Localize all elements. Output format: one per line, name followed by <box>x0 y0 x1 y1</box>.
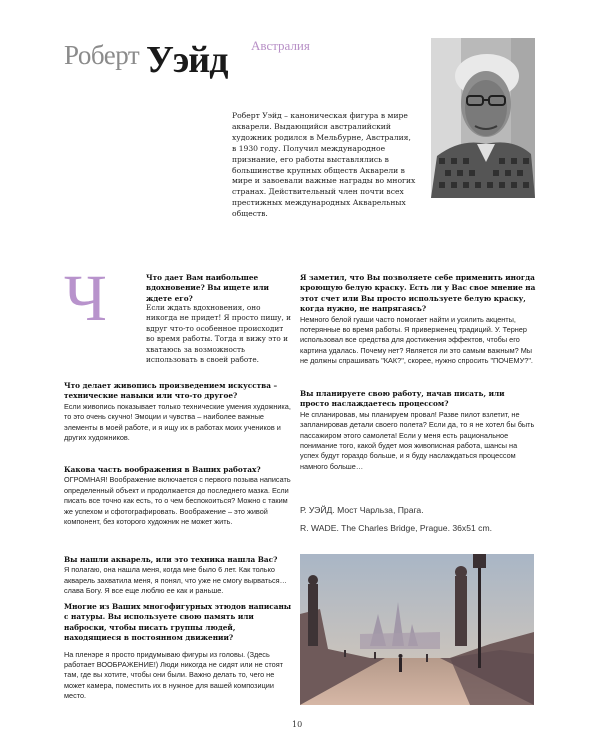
charles-bridge-painting <box>300 554 534 705</box>
artist-country: Австралия <box>251 38 310 53</box>
qa-block-6 <box>300 273 536 367</box>
question-7: Вы планируете свою работу, начав писать, или просто наслаждаетесь процессом? <box>300 389 505 409</box>
question-3: Какова часть воображения в Ваших работах? <box>64 465 261 474</box>
qa-block-4 <box>64 555 292 597</box>
question-1: Что дает Вам наибольшее вдохновение? Вы ищете или ждете его? <box>146 273 269 303</box>
answer-6: Немного белой гуаши часто помогает найти и усилить акценты, потерянные во время работы. Я приверженец традиций. У. Тернер использовал все средства для достижения эффектов, чтобы его картина удалась. Почему нет? Является ли это самым важным? Мы не должны спрашивать "КАК?", скорее, нужно спросить "ПОЧЕМУ?". <box>300 314 533 366</box>
qa-block-2 <box>64 381 292 443</box>
answer-1: Если ждать вдохновения, оно никогда не придет! Я просто пишу, и вдруг что-то особенное происходит во время работы. Тогда я вижу это и хватаюсь за возможность использовать в своей работе. <box>146 303 291 365</box>
artist-bio: Роберт Уэйд – каноническая фигура в мире акварели. Выдающийся австралийский художник родился в Мельбурне, Австралия, в 1930 году. Получил международное признание, его работы выставлялись в большинстве крупных обществ Акварели в мире и завоевали важные награды во многих странах. Действительный член почти всех престижных международных Акварельных обществ. <box>232 111 416 219</box>
qa-block-1 <box>146 273 292 304</box>
question-6: Я заметил, что Вы позволяете себе применить иногда кроющую белую краску. Есть ли у Вас свое мнение на этот счет или Вы просто используете белую краску, когда нужно, не напрягаясь? <box>300 273 536 314</box>
qa-block-1-answer <box>64 303 292 365</box>
answer-5: На пленэре я просто придумываю фигуры из головы. (Здесь работает ВООБРАЖЕНИЕ!) Люди никогда не сидят или не стоят там, где вы хотите, чтобы они были. Важно делать то, чего не может камера, поместить их в нужное для вашей композиции место. <box>64 649 283 701</box>
painting-caption-ru: Р. УЭЙД. Мост Чарльза, Прага. <box>300 505 424 515</box>
answer-2: Если живопись показывает только технические умения художника, то это очень скучно! Эмоции и чувства – наиболее важные элементы в моей работе, и я ищу их в работах моих учеников и других художников. <box>64 401 291 443</box>
artist-first-name: Роберт <box>64 40 140 70</box>
artist-last-name: Уэйд <box>146 39 228 81</box>
qa-block-3 <box>64 465 292 527</box>
artist-portrait-photo <box>431 38 535 198</box>
answer-4: Я полагаю, она нашла меня, когда мне было 6 лет. Как только акварель захватила меня, я понял, что уже не смогу вырваться… слава Богу. Я все еще люблю ее как и раньше. <box>64 565 287 596</box>
question-5: Многие из Ваших многофигурных этюдов написаны с натуры. Вы используете свою память или наброски, чтобы писать группы людей, находящиеся в постоянном движении? <box>64 602 292 643</box>
question-4: Вы нашли акварель, или это техника нашла Вас? <box>64 555 278 564</box>
drop-cap-letter: Ч <box>64 262 107 335</box>
page-number: 10 <box>292 720 303 729</box>
painting-caption-en: R. WADE. The Charles Bridge, Prague. 36x51 cm. <box>300 523 493 533</box>
qa-block-7 <box>300 389 536 472</box>
answer-3: ОГРОМНАЯ! Воображение включается с первого позыва написать определенный объект и продолжается до последнего мазка. Если писать все точно как есть, то о чем беспокоиться? Можно с таким же успехом и сфотографировать. Воображение – это живой компонент, без которого художник не может жить. <box>64 475 291 527</box>
question-2: Что делает живопись произведением искусства – технические навыки или что-то другое? <box>64 381 278 401</box>
answer-7: Не спланировав, мы планируем провал! Разве пилот взлетит, не запланировав детали своего полета? Если да, то я не хотел бы быть пассажиром этого самолета! Если у меня есть рациональное понимание того, какой будет моя живописная работа, шансы на успех будут гораздо больше, и я буду наслаждаться процессом намного больше… <box>300 409 535 471</box>
qa-block-5 <box>64 602 292 702</box>
